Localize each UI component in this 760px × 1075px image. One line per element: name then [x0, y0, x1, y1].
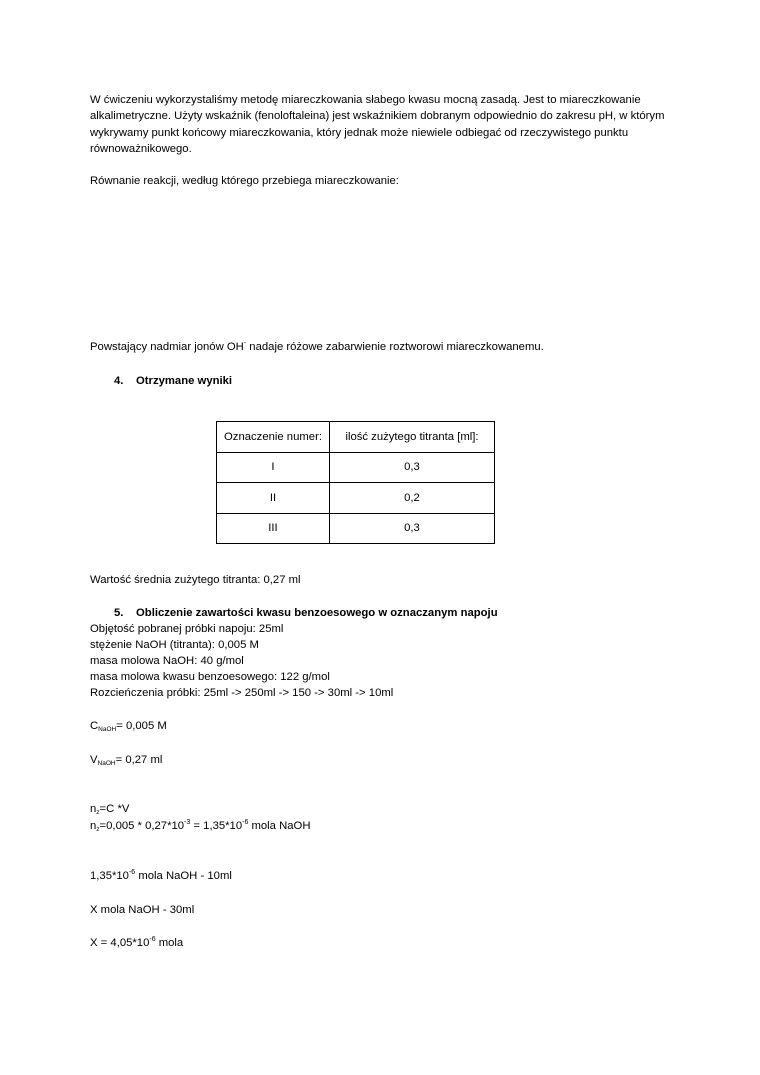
excess-ion-sentence	[90, 339, 544, 355]
naoh-molar-mass-line: masa molowa NaOH: 40 g/mol	[90, 655, 244, 667]
excess-text-start: Powstający nadmiar jonów OH	[90, 341, 244, 353]
c-value: = 0,005 M	[116, 720, 167, 732]
results-table	[216, 421, 495, 544]
v-subscript: NaOH	[97, 760, 116, 767]
v-symbol: V	[90, 754, 98, 766]
hydroxide-charge: -	[243, 340, 247, 347]
table-row	[217, 483, 495, 514]
concentration-formula	[90, 718, 167, 734]
exponent: -3	[184, 819, 191, 826]
table-header-row	[217, 422, 495, 453]
excess-text-end: nadaje różowe zabarwienie roztworowi miareczkowanemu.	[246, 341, 544, 353]
result-unit: mola	[155, 937, 184, 949]
n-calc-part-2: = 1,35*10	[190, 820, 243, 832]
intro-paragraph: W ćwiczeniu wykorzystaliśmy metodę miareczkowania słabego kwasu mocną zasadą. Jest to miareczkowanie alkalimetryczne. Użyty wskaźnik (fenoloftaleina) jest wskaźnikiem dobranym odpowiednio do zakresu pH, w którym wykrywamy punkt końcowy miareczkowania, który jednak może niewiele odbiegać od rzeczywistego punktu równoważnikowego.	[90, 94, 665, 155]
moles-calculation	[90, 818, 311, 834]
proportion-line-1	[90, 868, 232, 884]
table-row	[217, 513, 495, 544]
table-cell: II	[217, 483, 330, 514]
table-cell: I	[217, 452, 330, 483]
sample-volume-line: Objętość pobranej próbki napoju: 25ml	[90, 623, 284, 635]
n-subscript: z	[96, 809, 100, 816]
exponent: -6	[242, 819, 249, 826]
c-symbol: C	[90, 720, 99, 732]
n-calc-part-3: mola NaOH	[248, 820, 311, 832]
section-5-heading	[114, 605, 498, 621]
n-symbol: n	[90, 820, 97, 832]
section-4-number: 4.	[114, 375, 124, 387]
exponent: -6	[149, 936, 156, 943]
table-cell: 0,2	[330, 483, 495, 514]
result-line	[90, 935, 183, 951]
table-header-cell: Oznaczenie numer:	[217, 422, 330, 453]
table-cell: 0,3	[330, 513, 495, 544]
table-cell: 0,3	[330, 452, 495, 483]
v-value: = 0,27 ml	[115, 754, 163, 766]
moles-formula	[90, 801, 129, 817]
n-calc-part-1: =0,005 * 0,27*10	[99, 820, 185, 832]
naoh-concentration-line: stężenie NaOH (titranta): 0,005 M	[90, 639, 259, 651]
n-formula: =C *V	[99, 803, 130, 815]
table-row	[217, 452, 495, 483]
section-4-heading	[114, 373, 232, 389]
equation-label: Równanie reakcji, według którego przebiega miareczkowanie:	[90, 175, 399, 187]
proportion-value: 1,35*10	[90, 870, 129, 882]
proportion-line-2: X mola NaOH - 30ml	[90, 904, 195, 916]
benzoic-molar-mass-line: masa molowa kwasu benzoesowego: 122 g/mol	[90, 671, 330, 683]
proportion-text: mola NaOH - 10ml	[135, 870, 232, 882]
table-cell: III	[217, 513, 330, 544]
c-subscript: NaOH	[98, 726, 117, 733]
dilution-line: Rozcieńczenia próbki: 25ml -> 250ml -> 150 -> 30ml -> 10ml	[90, 687, 394, 699]
n-subscript: z	[96, 826, 100, 833]
volume-formula	[90, 752, 162, 768]
section-5-number: 5.	[114, 607, 124, 619]
result-value: X = 4,05*10	[90, 937, 150, 949]
section-4-title: Otrzymane wyniki	[136, 375, 233, 387]
section-5-title: Obliczenie zawartości kwasu benzoesowego w oznaczanym napoju	[136, 607, 498, 619]
n-symbol: n	[90, 803, 97, 815]
average-titrant: Wartość średnia zużytego titranta: 0,27 ml	[90, 574, 301, 586]
exponent: -6	[128, 869, 136, 876]
table-header-cell: ilość zużytego titranta [ml]:	[330, 422, 495, 453]
